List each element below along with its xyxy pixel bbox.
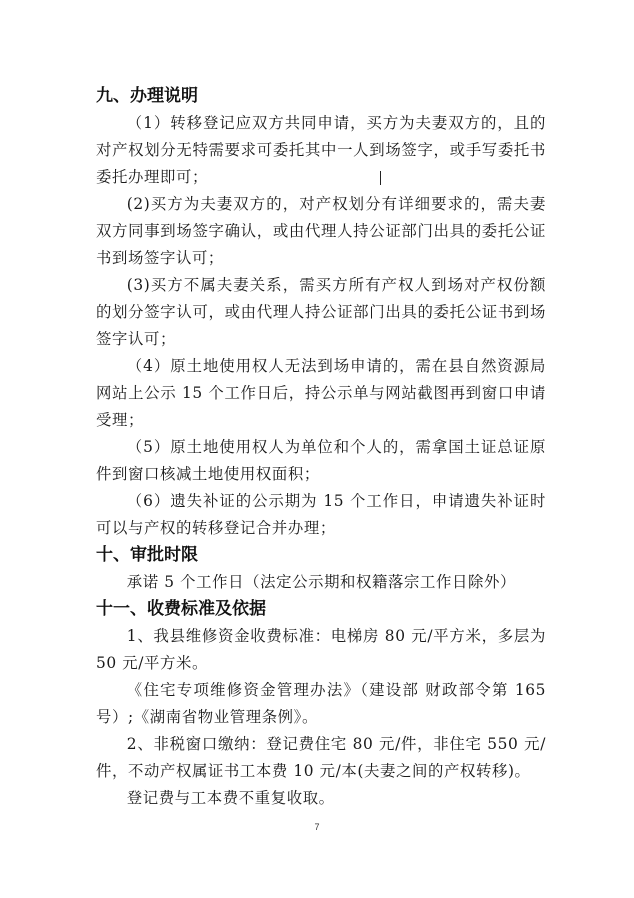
section-9-item-5: （5）原土地使用权人为单位和个人的，需拿国土证总证原件到窗口核减土地使用权面积； [96, 438, 546, 483]
section-11-item-3: 2、非税窗口缴纳：登记费住宅 80 元/件，非住宅 550 元/件，不动产权属证书工本费 10 元/本(夫妻之间的产权转移)。 [96, 735, 546, 780]
page-number: 7 [314, 822, 320, 832]
section-10-heading: 十、审批时限 [96, 545, 198, 565]
text-cursor [380, 171, 381, 185]
section-11-item-4: 登记费与工本费不重复收取。 [126, 789, 335, 807]
section-11-item-1: 1、我县维修资金收费标准：电梯房 80 元/平方米，多层为 50 元/平方米。 [96, 627, 546, 672]
section-9-item-6: （6）遗失补证的公示期为 15 个工作日，申请遗失补证时可以与产权的转移登记合并办理； [96, 492, 546, 537]
section-9-item-2: (2)买方为夫妻双方的，对产权划分有详细要求的，需夫妻双方同事到场签字确认，或由代理人持公证部门出具的委托公证书到场签字认可； [96, 195, 546, 267]
section-9-item-3: (3)买方不属夫妻关系，需买方所有产权人到场对产权份额的划分签字认可，或由代理人持公证部门出具的委托公证书到场签字认可； [96, 276, 546, 348]
section-11-heading: 十一、收费标准及依据 [96, 599, 266, 619]
section-9-item-4: （4）原土地使用权人无法到场申请的，需在县自然资源局网站上公示 15 个工作日后，持公示单与网站截图再到窗口申请受理； [96, 357, 546, 429]
section-9-heading: 九、办理说明 [96, 86, 198, 106]
section-10-text: 承诺 5 个工作日（法定公示期和权籍落宗工作日除外） [126, 573, 516, 591]
section-9-item-1: （1）转移登记应双方共同申请，买方为夫妻双方的，且的对产权划分无特需要求可委托其中一人到场签字，或手写委托书委托办理即可； [96, 114, 546, 186]
section-11-item-2: 《住宅专项维修资金管理办法》（建设部 财政部令第 165 号）;《湖南省物业管理条例》。 [96, 681, 546, 726]
document-body [96, 83, 546, 812]
